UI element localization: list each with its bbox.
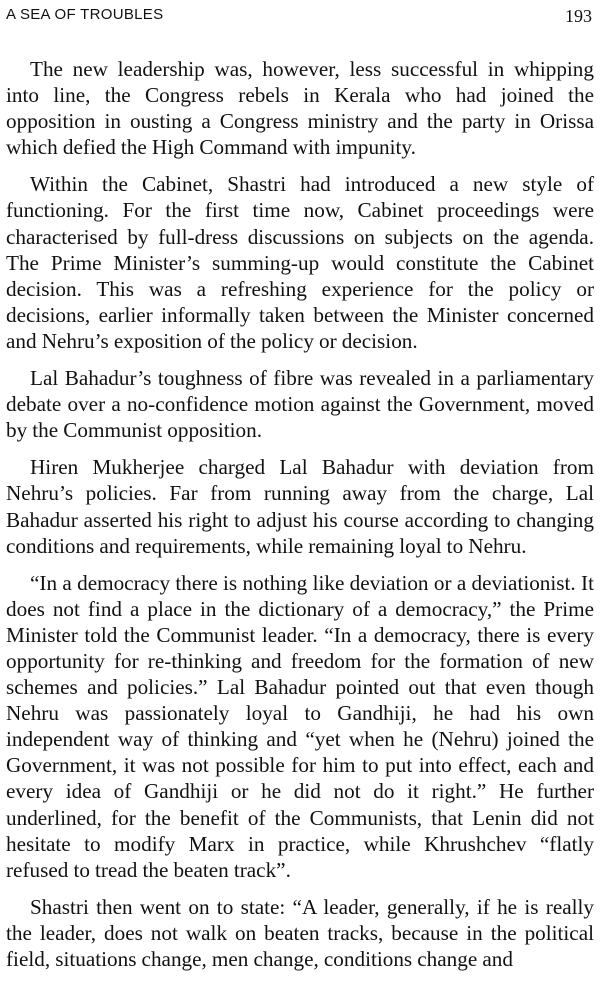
- paragraph-3: Lal Bahadur’s toughness of fibre was revealed in a parliamentary debate over a no-confidence motion against the Government, moved by the Communist opposition.: [6, 366, 594, 443]
- paragraph-1: The new leadership was, however, less successful in whipping into line, the Congress rebels in Kerala who had joined the opposition in ousting a Congress ministry and the party in Orissa which defied the High Command with impunity.: [6, 57, 594, 160]
- paragraph-5: “In a democracy there is nothing like deviation or a deviationist. It does not find a place in the dictionary of a democracy,” the Prime Minister told the Communist leader. “In a democracy, there is every opportunity for re-thinking and freedom for the formation of new schemes and policies.” Lal Bahadur pointed out that even though Nehru was passionately loyal to Gandhiji, he had his own independent way of thinking and “yet when he (Nehru) joined the Government, it was not possible for him to put into effect, each and every idea of Gandhiji or he did not do it right.” He further underlined, for the benefit of the Communists, that Lenin did not hesitate to modify Marx in practice, while Khrushchev “flatly refused to tread the beaten track”.: [6, 570, 594, 882]
- paragraph-2: Within the Cabinet, Shastri had introduced a new style of functioning. For the first time now, Cabinet proceedings were characterised by full-dress discussions on subjects on the agenda. The Prime Minister’s summing-up would constitute the Cabinet decision. This was a refreshing experience for the policy or decisions, earlier informally taken between the Minister concerned and Nehru’s exposition of the policy or decision.: [6, 172, 594, 353]
- paragraph-6: Shastri then went on to state: “A leader, generally, if he is really the leader, does not walk on beaten tracks, because in the political field, situations change, men change, conditions change and: [6, 894, 594, 971]
- running-header: [6, 6, 594, 30]
- chapter-title: A SEA OF TROUBLES: [6, 6, 164, 23]
- page-number: 193: [565, 6, 592, 26]
- body-text: [6, 56, 594, 983]
- paragraph-4: Hiren Mukherjee charged Lal Bahadur with deviation from Nehru’s policies. Far from running away from the charge, Lal Bahadur asserted his right to adjust his course according to changing conditions and requirements, while remaining loyal to Nehru.: [6, 455, 594, 558]
